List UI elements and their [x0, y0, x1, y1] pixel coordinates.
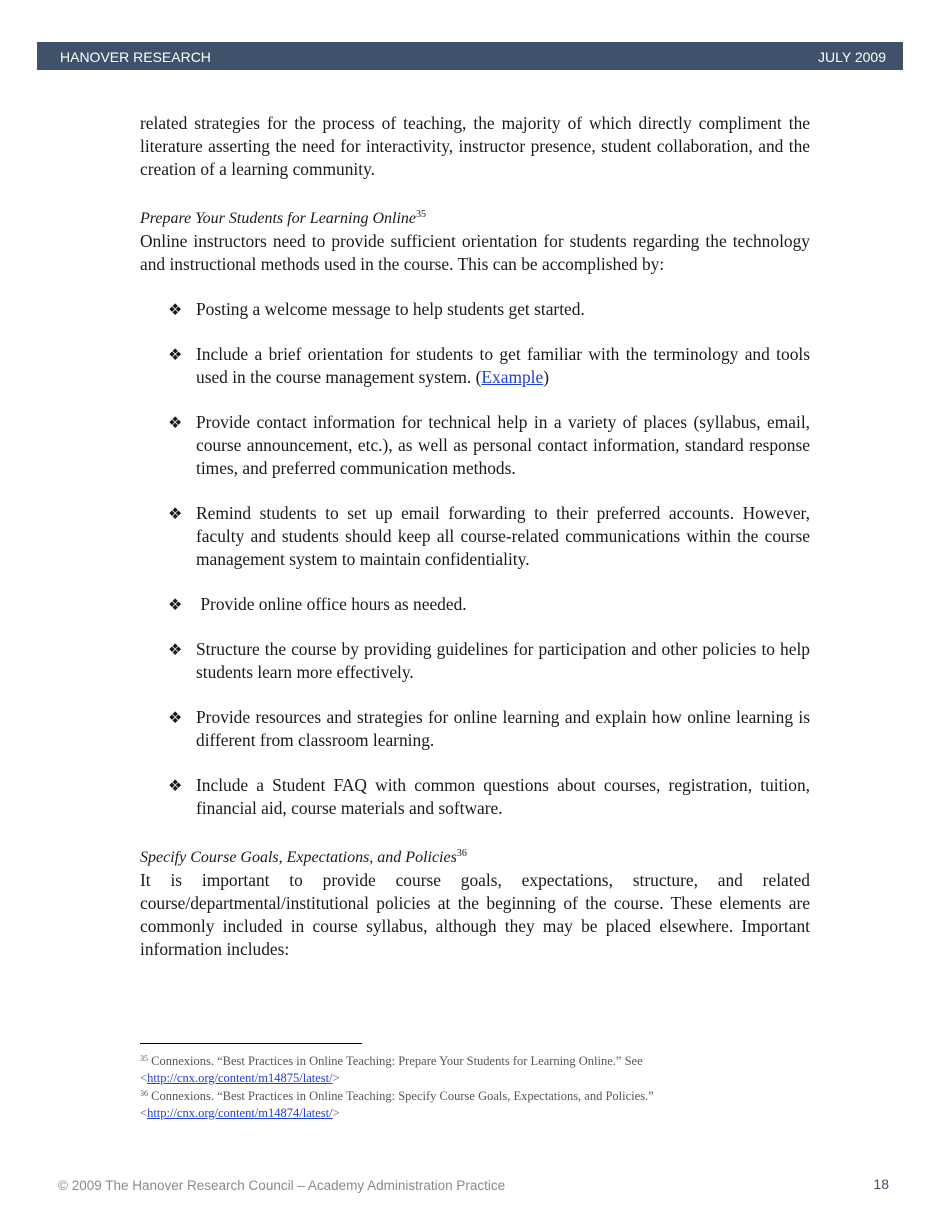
- angle-close: >: [332, 1070, 340, 1085]
- footer-copyright: © 2009 The Hanover Research Council – Academy Administration Practice: [58, 1178, 506, 1193]
- diamond-bullet-icon: ❖: [168, 640, 183, 659]
- list-item-text: Posting a welcome message to help students get started.: [196, 299, 585, 319]
- heading-text: Prepare Your Students for Learning Online: [140, 210, 417, 227]
- section-body-prepare: Online instructors need to provide sufficient orientation for students regarding the technology and instructional methods used in the course. This can be accomplished by:: [140, 231, 810, 274]
- footnote-text: Connexions. “Best Practices in Online Teaching: Specify Course Goals, Expectations, and Policies.”: [148, 1089, 654, 1103]
- section-body-goals: It is important to provide course goals, expectations, structure, and related course/departmental/institutional policies at the beginning of the course. These elements are commonly included in course syllabus, although they may be placed elsewhere. Important information includes:: [140, 870, 810, 959]
- intro-paragraph: related strategies for the process of teaching, the majority of which directly compliment the literature asserting the need for interactivity, instructor presence, student collaboration, and the creation of a learning community.: [140, 113, 810, 179]
- list-item: [140, 593, 810, 616]
- section-heading-goals: [140, 842, 810, 869]
- list-item-text: Include a brief orientation for students to get familiar with the terminology and tools used in the course management system. (: [196, 344, 810, 387]
- list-item-text: Provide resources and strategies for online learning and explain how online learning is different from classroom learning.: [196, 707, 810, 750]
- list-item-text: Provide contact information for technical help in a variety of places (syllabus, email, course announcement, etc.), as well as personal contact information, standard response times, and preferred communication methods.: [196, 412, 810, 478]
- list-item-text: Include a Student FAQ with common questions about courses, registration, tuition, financial aid, course materials and software.: [196, 775, 810, 818]
- header-org: HANOVER RESEARCH: [60, 49, 211, 65]
- diamond-bullet-icon: ❖: [168, 776, 183, 795]
- footnotes: [140, 1051, 820, 1121]
- example-link[interactable]: Example: [481, 367, 544, 387]
- footnote-number: 36: [140, 1089, 148, 1098]
- page-number: 18: [873, 1176, 889, 1192]
- list-item: [140, 706, 810, 752]
- angle-close: >: [332, 1105, 340, 1120]
- footnote-number: 35: [140, 1054, 148, 1063]
- diamond-bullet-icon: ❖: [168, 708, 183, 727]
- list-item: [140, 638, 810, 684]
- list-item: [140, 774, 810, 820]
- angle-open: <: [140, 1105, 148, 1120]
- footnote-ref[interactable]: 36: [456, 848, 467, 859]
- footnote-36: [140, 1086, 820, 1105]
- page-content: [140, 112, 810, 961]
- footnote-35-url-line: [140, 1070, 820, 1087]
- list-item-text: Remind students to set up email forwarding to their preferred accounts. However, faculty and students should keep all course-related communications within the course management system to maintain confidentiality.: [196, 503, 810, 569]
- footnote-35-link[interactable]: http://cnx.org/content/m14875/latest/: [147, 1070, 333, 1085]
- footnote-36-url-line: [140, 1105, 820, 1122]
- list-item: [140, 343, 810, 389]
- diamond-bullet-icon: ❖: [168, 595, 183, 614]
- section-heading-prepare: [140, 203, 810, 230]
- diamond-bullet-icon: ❖: [168, 413, 183, 432]
- list-item-text: Provide online office hours as needed.: [196, 594, 467, 614]
- footnote-35: [140, 1051, 820, 1070]
- heading-text: Specify Course Goals, Expectations, and Policies: [140, 849, 457, 866]
- list-item-text-close: ): [543, 367, 550, 387]
- diamond-bullet-icon: ❖: [168, 345, 183, 364]
- header-date: JULY 2009: [818, 49, 886, 65]
- diamond-bullet-icon: ❖: [168, 300, 183, 319]
- diamond-bullet-icon: ❖: [168, 504, 183, 523]
- header-bar: [37, 42, 903, 70]
- angle-open: <: [140, 1070, 148, 1085]
- list-item: [140, 298, 810, 321]
- footnote-ref[interactable]: 35: [416, 209, 427, 220]
- list-item-text: Structure the course by providing guidelines for participation and other policies to help students learn more effectively.: [196, 639, 810, 682]
- list-item: [140, 502, 810, 571]
- footnote-divider: [140, 1043, 362, 1044]
- footnote-36-link[interactable]: http://cnx.org/content/m14874/latest/: [147, 1105, 333, 1120]
- footnote-text: Connexions. “Best Practices in Online Teaching: Prepare Your Students for Learning Online.” See: [148, 1054, 643, 1068]
- list-item: [140, 411, 810, 480]
- bullet-list: [140, 298, 810, 820]
